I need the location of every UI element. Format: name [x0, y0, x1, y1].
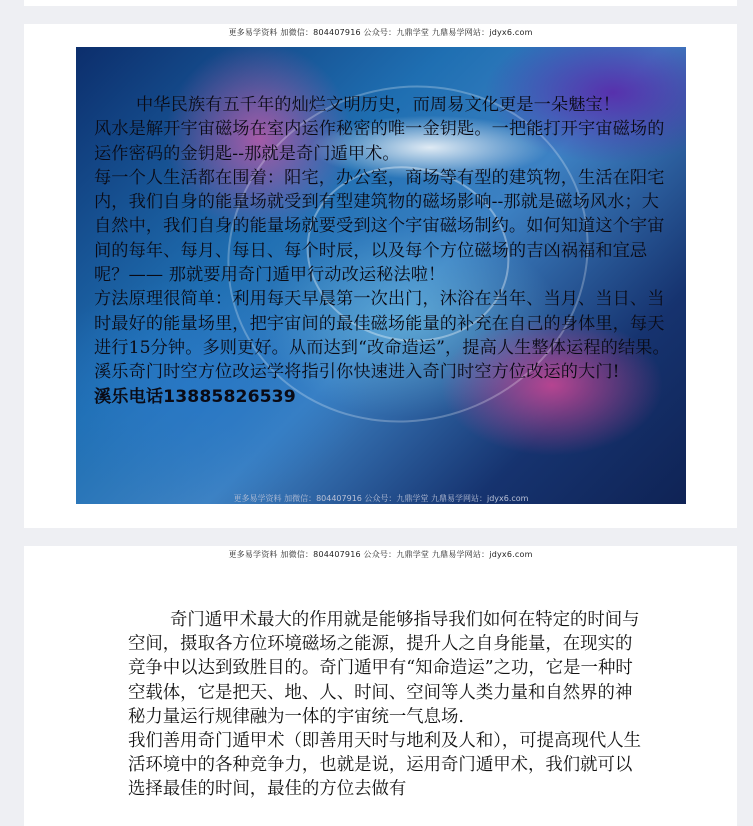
qimen-banner-image	[76, 47, 686, 504]
banner-watermark-header: 更多易学资料 加微信：804407916 公众号：九鼎学堂 九鼎易学网站：jdyx6.com	[233, 494, 529, 503]
banner-paragraph: 风水是解开宇宙磁场在室内运作秘密的唯一金钥匙。一把能打开宇宙磁场的运作密码的金钥匙--那就是奇门遁甲术。	[94, 119, 665, 164]
document-page-2	[24, 546, 737, 826]
banner-phone-line: 溪乐电话13885826539	[94, 386, 296, 407]
page-header: 更多易学资料 加微信：804407916 公众号：九鼎学堂 九鼎易学网站：jdyx6.com	[228, 28, 533, 37]
body-paragraph: 奇门遁甲术最大的作用就是能够指导我们如何在特定的时间与空间，摄取各方位环境磁场之能源，提升人之自身能量，在现实的竞争中以达到致胜目的。奇门遁甲有“知命造运”之功，它是一种时空载体，它是把天、地、人、时间、空间等人类力量和自然界的神秘力量运行规律融为一体的宇宙统一气息场.	[128, 610, 640, 727]
body-paragraph: 我们善用奇门遁甲术（即善用天时与地利及人和），可提高现代人生活环境中的各种竞争力，也就是说，运用奇门遁甲术，我们就可以选择最佳的时间，最佳的方位去做有	[128, 731, 642, 800]
banner-paragraph: 中华民族有五千年的灿烂文明历史，而周易文化更是一朵魅宝！	[136, 95, 621, 115]
banner-paragraph: 方法原理很简单：利用每天早晨第一次出门，沐浴在当年、当月、当日、当时最好的能量场里，把宇宙间的最佳磁场能量的补充在自己的身体里，每天进行15分钟。多则更好。从而达到“改命造运”，提高人生整体运程的结果。溪乐奇门时空方位改运学将指引你快速进入奇门时空方位改运的大门!	[94, 289, 670, 383]
previous-page-edge	[24, 0, 737, 6]
page-header: 更多易学资料 加微信：804407916 公众号：九鼎学堂 九鼎易学网站：jdyx6.com	[228, 550, 533, 559]
banner-paragraph: 每一个人生活都在围着：阳宅，办公室，商场等有型的建筑物，生活在阳宅内，我们自身的能量场就受到有型建筑物的磁场影响--那就是磁场风水；大自然中，我们自身的能量场就要受到这个宇宙磁场制约。如何知道这个宇宙间的每年、每月、每日、每个时辰，以及每个方位磁场的吉凶祸福和宜忌呢？—— 那就要用奇门遁甲行动改运秘法啦！	[94, 167, 665, 286]
page-2-body	[128, 608, 648, 802]
banner-text-block	[94, 93, 672, 409]
document-page-1	[24, 24, 737, 528]
